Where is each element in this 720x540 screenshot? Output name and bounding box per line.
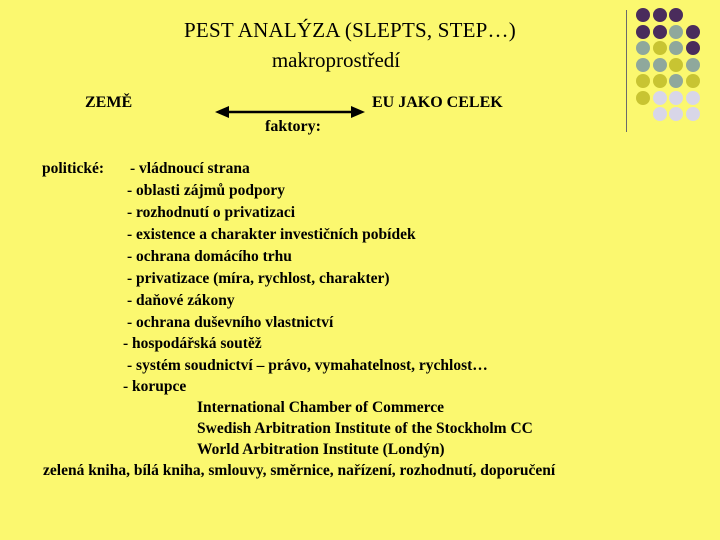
label-faktory: faktory: — [265, 118, 321, 135]
slide-title: PEST ANALÝZA (SLEPTS, STEP…) — [184, 18, 516, 42]
list-item: - vládnoucí strana — [130, 160, 250, 177]
category-heading: politické: — [42, 160, 104, 177]
footer-line: zelená kniha, bílá kniha, smlouvy, směrnice, nařízení, rozhodnutí, doporučení — [43, 462, 556, 479]
institution-item: International Chamber of Commerce — [197, 399, 444, 416]
slide-subtitle: makroprostředí — [271, 48, 401, 72]
institution-item: World Arbitration Institute (Londýn) — [197, 441, 445, 458]
list-item: - systém soudnictví – právo, vymahatelnost, rychlost… — [127, 357, 488, 374]
label-zeme: ZEMĚ — [85, 94, 133, 111]
list-item: - rozhodnutí o privatizaci — [127, 204, 296, 221]
list-item: - oblasti zájmů podpory — [127, 182, 286, 199]
list-item: - ochrana duševního vlastnictví — [127, 314, 334, 331]
list-item: - privatizace (míra, rychlost, charakter) — [127, 270, 390, 287]
list-item: - daňové zákony — [127, 292, 235, 309]
list-item: - hospodářská soutěž — [123, 335, 262, 352]
list-item: - ochrana domácího trhu — [127, 248, 292, 265]
list-item: - korupce — [123, 378, 187, 395]
institution-item: Swedish Arbitration Institute of the Stockholm CC — [197, 420, 533, 437]
list-item: - existence a charakter investičních pobídek — [127, 226, 416, 243]
label-eu: EU JAKO CELEK — [372, 94, 503, 111]
